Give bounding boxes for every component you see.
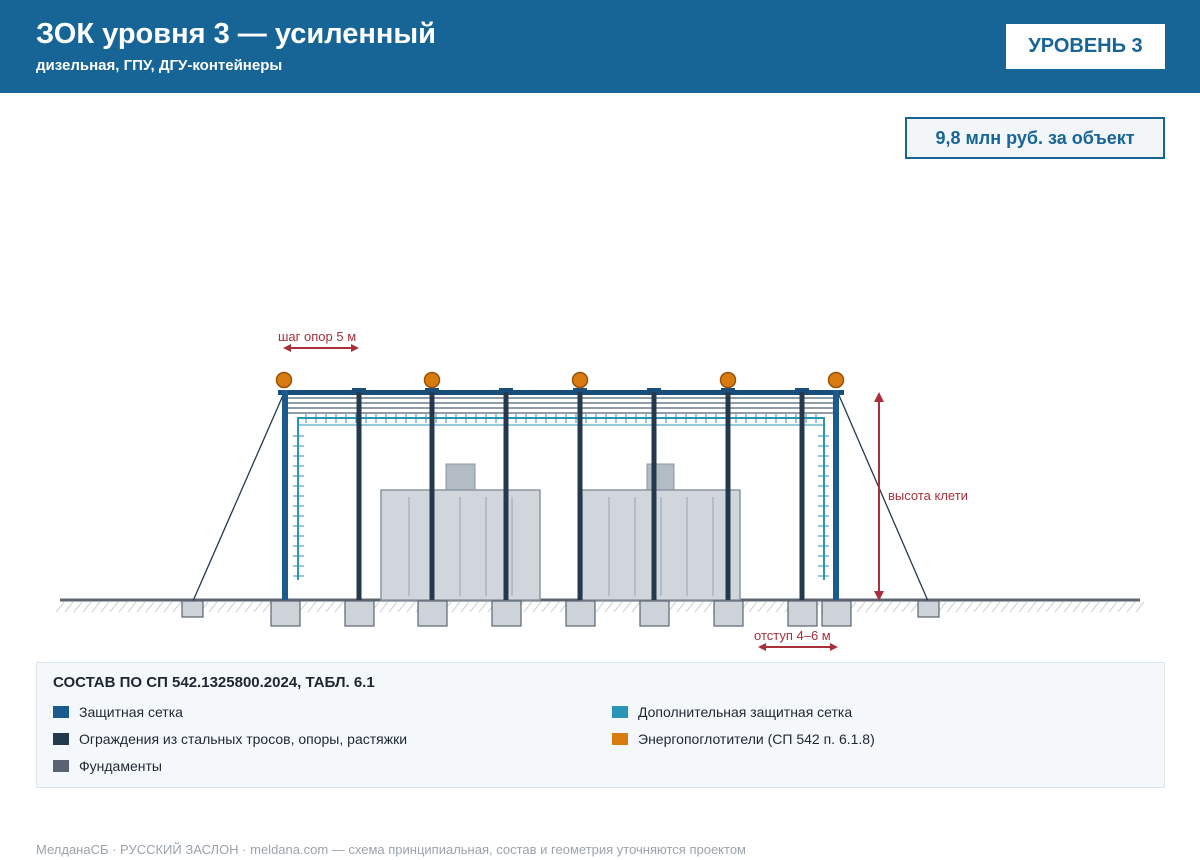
hatch-stroke — [1064, 602, 1072, 612]
hatch-stroke — [533, 602, 541, 612]
hatch-stroke — [380, 602, 388, 612]
pole-cap — [721, 388, 735, 392]
legend-swatch — [53, 760, 69, 772]
legend-swatch — [612, 733, 628, 745]
hatch-stroke — [389, 602, 397, 612]
energy-absorber — [573, 373, 588, 388]
hatch-stroke — [1118, 602, 1126, 612]
foundation-block — [345, 601, 374, 626]
hatch-stroke — [1001, 602, 1009, 612]
foundation-block — [822, 601, 851, 626]
anchor-foundation — [182, 601, 203, 617]
hatch-stroke — [56, 602, 64, 612]
legend-panel — [36, 662, 1165, 788]
legend-item-energy-absorbers — [612, 731, 875, 747]
foundation-block — [492, 601, 521, 626]
foundation-block — [566, 601, 595, 626]
hatch-stroke — [1091, 602, 1099, 612]
hatch-stroke — [173, 602, 181, 612]
hatch-stroke — [686, 602, 694, 612]
hatch-stroke — [218, 602, 226, 612]
energy-absorber — [425, 373, 440, 388]
anchor-foundation — [918, 601, 939, 617]
hatch-stroke — [452, 602, 460, 612]
hatch-stroke — [101, 602, 109, 612]
hatch-stroke — [74, 602, 82, 612]
foundation-block — [714, 601, 743, 626]
additional-protective-mesh — [293, 414, 829, 580]
pole — [652, 390, 657, 600]
hatch-stroke — [605, 602, 613, 612]
page-subtitle: дизельная, ГПУ, ДГУ-контейнеры — [36, 57, 283, 74]
hatch-stroke — [767, 602, 775, 612]
footer-note: МелданаСБ · РУССКИЙ ЗАСЛОН · meldana.com — схема принципиальная, состав и геометрия уточняются проектом — [36, 842, 746, 857]
hatch-stroke — [1100, 602, 1108, 612]
hatch-stroke — [92, 602, 100, 612]
hatch-stroke — [749, 602, 757, 612]
hatch-stroke — [965, 602, 973, 612]
hatch-stroke — [875, 602, 883, 612]
generator-container-1 — [381, 464, 540, 600]
legend-item-steel-cables — [53, 731, 407, 747]
hatch-stroke — [137, 602, 145, 612]
hatch-stroke — [776, 602, 784, 612]
hatch-stroke — [254, 602, 262, 612]
hatch-stroke — [632, 602, 640, 612]
hatch-stroke — [1028, 602, 1036, 612]
hatch-stroke — [398, 602, 406, 612]
ground-hatching — [56, 602, 1144, 612]
generator-container-2 — [582, 464, 740, 600]
pole-spacing-dimension — [283, 344, 359, 352]
legend-item-foundations — [53, 758, 162, 774]
legend-swatch — [53, 706, 69, 718]
hatch-stroke — [83, 602, 91, 612]
legend-label: Фундаменты — [79, 758, 162, 774]
hatch-stroke — [128, 602, 136, 612]
hatch-stroke — [1136, 602, 1144, 612]
pole-cap — [795, 388, 809, 392]
energy-absorbers — [277, 373, 844, 388]
hatch-stroke — [65, 602, 73, 612]
pole — [430, 390, 435, 600]
hatch-stroke — [551, 602, 559, 612]
foundation-block — [640, 601, 669, 626]
legend-swatch — [53, 733, 69, 745]
foundation-block — [788, 601, 817, 626]
hatch-stroke — [461, 602, 469, 612]
hatch-stroke — [470, 602, 478, 612]
hatch-stroke — [1046, 602, 1054, 612]
hatch-stroke — [164, 602, 172, 612]
hatch-stroke — [407, 602, 415, 612]
hatch-stroke — [695, 602, 703, 612]
legend-label: Энергопоглотители (СП 542 п. 6.1.8) — [638, 731, 875, 747]
hatch-stroke — [1055, 602, 1063, 612]
hatch-stroke — [1010, 602, 1018, 612]
hatch-stroke — [1037, 602, 1045, 612]
hatch-stroke — [209, 602, 217, 612]
guy-wires — [193, 393, 928, 601]
pole — [578, 390, 583, 600]
hatch-stroke — [146, 602, 154, 612]
hatch-stroke — [623, 602, 631, 612]
legend-title: СОСТАВ ПО СП 542.1325800.2024, ТАБЛ. 6.1 — [53, 674, 375, 691]
foundation-block — [271, 601, 300, 626]
offset-label: отступ 4–6 м — [754, 628, 831, 643]
hatch-stroke — [326, 602, 334, 612]
offset-dimension — [758, 643, 838, 651]
pole-spacing-label: шаг опор 5 м — [278, 329, 357, 344]
legend-label: Защитная сетка — [79, 704, 183, 720]
legend-label: Дополнительная защитная сетка — [638, 704, 853, 720]
page-title: ЗОК уровня 3 — усиленный — [36, 18, 436, 50]
pole — [357, 390, 362, 600]
hatch-stroke — [317, 602, 325, 612]
hatch-stroke — [335, 602, 343, 612]
legend-item-protective-mesh — [53, 704, 183, 720]
hatch-stroke — [245, 602, 253, 612]
steel-cables — [284, 398, 838, 413]
hatch-stroke — [155, 602, 163, 612]
hatch-stroke — [524, 602, 532, 612]
hatch-stroke — [1082, 602, 1090, 612]
level-badge: УРОВЕНЬ 3 — [1006, 24, 1165, 69]
hatch-stroke — [983, 602, 991, 612]
hatch-stroke — [893, 602, 901, 612]
hatch-stroke — [857, 602, 865, 612]
pole — [726, 390, 731, 600]
pole-cap — [425, 388, 439, 392]
pole-main — [833, 390, 839, 600]
hatch-stroke — [263, 602, 271, 612]
hatch-stroke — [596, 602, 604, 612]
foundation-block — [418, 601, 447, 626]
price-box: 9,8 млн руб. за объект — [905, 117, 1165, 159]
legend-item-additional-mesh — [612, 704, 852, 720]
legend-label: Ограждения из стальных тросов, опоры, растяжки — [79, 731, 408, 747]
hatch-stroke — [110, 602, 118, 612]
hatch-stroke — [1019, 602, 1027, 612]
hatch-stroke — [1109, 602, 1117, 612]
hatch-stroke — [308, 602, 316, 612]
pole-cap — [352, 388, 366, 392]
hatch-stroke — [704, 602, 712, 612]
foundations — [182, 601, 939, 626]
cage-height-label: высота клети — [888, 488, 968, 503]
hatch-stroke — [947, 602, 955, 612]
hatch-stroke — [992, 602, 1000, 612]
legend-swatch — [612, 706, 628, 718]
pole-cap — [647, 388, 661, 392]
hatch-stroke — [236, 602, 244, 612]
energy-absorber — [721, 373, 736, 388]
pole-cap — [499, 388, 513, 392]
pole-main — [282, 390, 288, 600]
hatch-stroke — [227, 602, 235, 612]
hatch-stroke — [542, 602, 550, 612]
pole — [504, 390, 509, 600]
pole-cap — [573, 388, 587, 392]
hatch-stroke — [902, 602, 910, 612]
hatch-stroke — [956, 602, 964, 612]
energy-absorber — [277, 373, 292, 388]
hatch-stroke — [1127, 602, 1135, 612]
hatch-stroke — [614, 602, 622, 612]
hatch-stroke — [884, 602, 892, 612]
energy-absorber — [829, 373, 844, 388]
hatch-stroke — [479, 602, 487, 612]
hatch-stroke — [758, 602, 766, 612]
hatch-stroke — [974, 602, 982, 612]
pole — [800, 390, 805, 600]
hatch-stroke — [119, 602, 127, 612]
hatch-stroke — [866, 602, 874, 612]
hatch-stroke — [677, 602, 685, 612]
hatch-stroke — [1073, 602, 1081, 612]
